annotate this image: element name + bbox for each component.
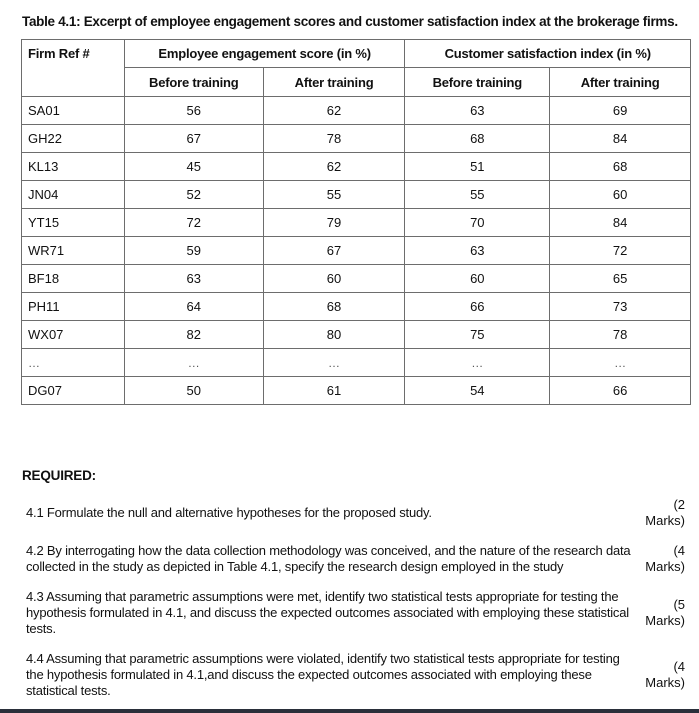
cell-firm-ref: WR71 — [22, 237, 125, 265]
table-caption: Table 4.1: Excerpt of employee engagement scores and customer satisfaction index at the brokerage firms. — [22, 14, 678, 29]
cell-firm-ref: DG07 — [22, 377, 125, 405]
cell-sat-after: 78 — [550, 321, 691, 349]
marks-4-2 — [633, 543, 685, 575]
cell-firm-ref: BF18 — [22, 265, 125, 293]
required-heading: REQUIRED: — [22, 468, 96, 483]
cell-eng-after: 62 — [263, 97, 405, 125]
cell-sat-after: 60 — [550, 181, 691, 209]
marks-4-2-line1: (4 — [673, 543, 685, 558]
marks-4-3-line1: (5 — [673, 597, 685, 612]
marks-4-3 — [633, 597, 685, 629]
header-employee-engagement: Employee engagement score (in %) — [124, 40, 405, 68]
bottom-divider — [0, 709, 699, 713]
cell-eng-after: 79 — [263, 209, 405, 237]
cell-sat-after: 69 — [550, 97, 691, 125]
marks-4-1-line1: (2 — [673, 497, 685, 512]
cell-sat-after: 65 — [550, 265, 691, 293]
marks-4-3-line2: Marks) — [645, 613, 685, 628]
cell-eng-after: 68 — [263, 293, 405, 321]
cell-eng-after: 67 — [263, 237, 405, 265]
cell-eng-before: 56 — [124, 97, 263, 125]
cell-eng-after: 55 — [263, 181, 405, 209]
cell-firm-ref: SA01 — [22, 97, 125, 125]
cell-eng-before: 59 — [124, 237, 263, 265]
cell-firm-ref: WX07 — [22, 321, 125, 349]
table-row — [22, 209, 691, 237]
cell-sat-after: 73 — [550, 293, 691, 321]
cell-sat-after: 68 — [550, 153, 691, 181]
cell-eng-before: 72 — [124, 209, 263, 237]
cell-firm-ref: GH22 — [22, 125, 125, 153]
marks-4-1 — [633, 497, 685, 529]
header-sat-before: Before training — [405, 68, 550, 97]
cell-eng-before: 64 — [124, 293, 263, 321]
cell-eng-before: 50 — [124, 377, 263, 405]
cell-firm-ref: KL13 — [22, 153, 125, 181]
cell-eng-before: 63 — [124, 265, 263, 293]
marks-4-2-line2: Marks) — [645, 559, 685, 574]
header-sat-after: After training — [550, 68, 691, 97]
data-table — [21, 39, 691, 405]
cell-sat-before: 63 — [405, 237, 550, 265]
cell-sat-after: 84 — [550, 209, 691, 237]
header-customer-satisfaction: Customer satisfaction index (in %) — [405, 40, 691, 68]
table-row — [22, 293, 691, 321]
marks-4-4-line1: (4 — [673, 659, 685, 674]
cell-sat-before: 68 — [405, 125, 550, 153]
cell-firm-ref: JN04 — [22, 181, 125, 209]
cell-sat-after: 72 — [550, 237, 691, 265]
cell-sat-before: 63 — [405, 97, 550, 125]
cell-eng-after: 78 — [263, 125, 405, 153]
table-row — [22, 153, 691, 181]
cell-sat-before: 55 — [405, 181, 550, 209]
cell-sat-before: 51 — [405, 153, 550, 181]
cell-eng-after: … — [263, 349, 405, 377]
cell-eng-after: 61 — [263, 377, 405, 405]
table-row — [22, 349, 691, 377]
table-row — [22, 97, 691, 125]
question-4-4: 4.4 Assuming that parametric assumptions were violated, identify two statistical tests appropriate for testing the hypothesis formulated in 4.1,and discuss the expected outcomes associated with employing these statistical tests. — [26, 651, 620, 698]
cell-sat-before: 54 — [405, 377, 550, 405]
table-row — [22, 377, 691, 405]
table-row — [22, 125, 691, 153]
header-eng-before: Before training — [124, 68, 263, 97]
cell-sat-before: 70 — [405, 209, 550, 237]
cell-sat-after: … — [550, 349, 691, 377]
cell-sat-after: 84 — [550, 125, 691, 153]
cell-eng-before: 45 — [124, 153, 263, 181]
table-row — [22, 265, 691, 293]
table-row — [22, 237, 691, 265]
cell-sat-before: … — [405, 349, 550, 377]
marks-4-4-line2: Marks) — [645, 675, 685, 690]
cell-sat-after: 66 — [550, 377, 691, 405]
cell-sat-before: 75 — [405, 321, 550, 349]
cell-eng-before: … — [124, 349, 263, 377]
cell-sat-before: 66 — [405, 293, 550, 321]
marks-4-4 — [633, 659, 685, 691]
cell-firm-ref: … — [22, 349, 125, 377]
header-eng-after: After training — [263, 68, 405, 97]
question-4-1: 4.1 Formulate the null and alternative hypotheses for the proposed study. — [26, 505, 432, 520]
cell-firm-ref: YT15 — [22, 209, 125, 237]
question-4-3: 4.3 Assuming that parametric assumptions were met, identify two statistical tests appropriate for testing the hypothesis formulated in 4.1, and discuss the expected outcomes associated with employing these statistical tests. — [26, 589, 629, 636]
cell-eng-before: 67 — [124, 125, 263, 153]
cell-eng-after: 62 — [263, 153, 405, 181]
cell-eng-after: 60 — [263, 265, 405, 293]
marks-4-1-line2: Marks) — [645, 513, 685, 528]
header-firm-ref: Firm Ref # — [22, 40, 125, 97]
table-row — [22, 321, 691, 349]
cell-sat-before: 60 — [405, 265, 550, 293]
cell-eng-after: 80 — [263, 321, 405, 349]
cell-eng-before: 52 — [124, 181, 263, 209]
question-4-2: 4.2 By interrogating how the data collection methodology was conceived, and the nature of the research data collected in the study as depicted in Table 4.1, specify the research design employed in the study — [26, 543, 631, 574]
cell-eng-before: 82 — [124, 321, 263, 349]
cell-firm-ref: PH11 — [22, 293, 125, 321]
table-row — [22, 181, 691, 209]
